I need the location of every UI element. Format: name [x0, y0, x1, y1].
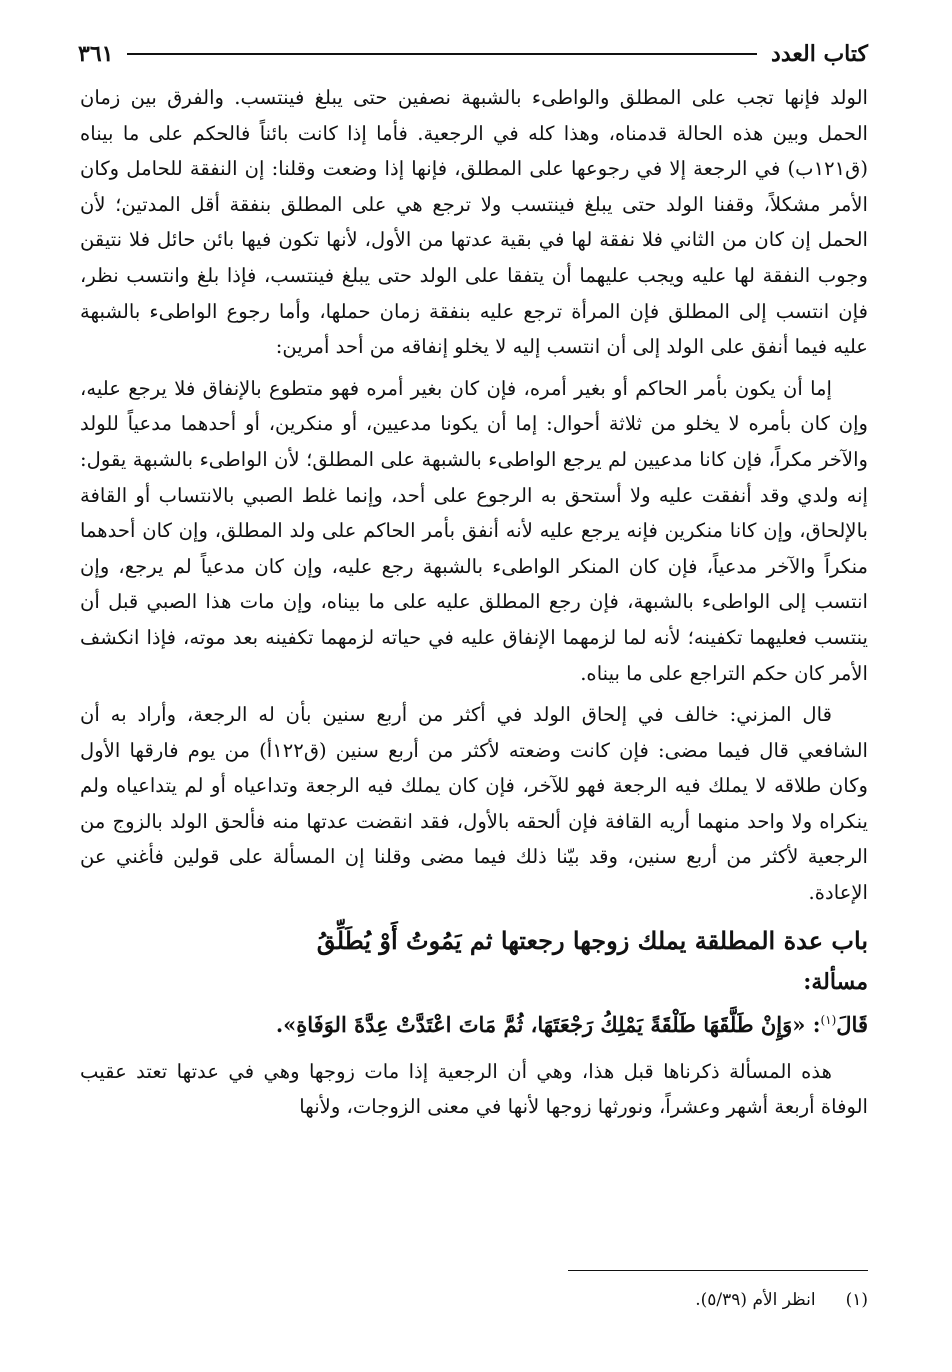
chapter-heading: باب عدة المطلقة يملك زوجها رجعتها ثم يَمُوتُ أَوْ يُطَلِّقُ: [316, 925, 868, 955]
running-title: كتاب العدد: [771, 41, 868, 67]
paragraph-4: هذه المسألة ذكرناها قبل هذا، وهي أن الرجعية إذا مات زوجها وهي في عدتها تعتد عقيب الوفاة أربعة أشهر وعشراً، ونورثها زوجها لأنها في معنى الزوجات، ولأنها: [80, 1059, 868, 1119]
quoted-text: [80, 1001, 868, 1044]
paragraph-3: قال المزني: خالف في إلحاق الولد في أكثر من أربع سنين بأن له الرجعة، وأراد به أن الشافعي قال فيما مضى: فإن كانت وضعته لأكثر من أربع سنين (ق١٢٢أ) من يوم فارقها الأول وكان طلاقه لا يملك فيه الرجعة فهو للآخر، فإن كان يملك فيه الرجعة وتداعياه أو لم يتداعياه ولم ينكراه ولا واحد منهما أريه القافة فإن ألحقه بالأول، فقد انقضت عدتها منه فألحق الولد بالزوج من الرجعية لأكثر من أربع سنين، وقد بيّنا ذلك فيما مضى وقلنا إن المسألة على قولين فأغني عن الإعادة.: [80, 703, 868, 905]
page-number: ٣٦١: [78, 41, 114, 67]
paragraph-2: إما أن يكون بأمر الحاكم أو بغير أمره، فإن كان بغير أمره فهو متطوع بالإنفاق فلا يرجع عليه، وإن كان بأمره لا يخلو من ثلاثة أحوال: إما أن يكونا مدعيين، أو منكرين، أو أحدهما مدعياً للولد والآخر مكراً، فإن كانا مدعيين لم يرجع الواطىء بالشبهة على المطلق؛ لأن الواطىء بالشبهة يقول: إنه ولدي وقد أنفقت عليه ولا أستحق به الرجوع على أحد، وإنما غلط الصبي بالانتساب أو القافة بالإلحاق، وإن كانا منكرين فإنه يرجع عليه لأنه أنفق بأمر الحاكم على ولد المطلق، وإن كان أحدهما منكراً والآخر مدعياً، فإن كان المنكر الواطىء بالشبهة رجع عليه، وإن كان مدعياً لم يرجع، وإن انتسب إلى الواطىء بالشبهة، فإن رجع المطلق عليه على ما بيناه، وإن مات هذا الصبي قبل أن ينتسب فعليهما تكفينه؛ لأنه لما لزمهما الإنفاق عليه في حياته لزمهما تكفينه بعد موته، فإذا انكشف الأمر كان حكم التراجع على ما بيناه.: [80, 376, 868, 685]
quote-prefix: قَالَ: [836, 1011, 868, 1037]
header-rule: [127, 53, 757, 55]
issue-heading: مسألة:: [803, 968, 868, 995]
main-text: [80, 80, 868, 1131]
page-header: [78, 34, 868, 74]
footnote-number: (١): [845, 1290, 868, 1310]
footnote-marker: (١): [820, 1012, 837, 1027]
footnote-text: انظر الأم (٥/٣٩).: [695, 1290, 816, 1310]
paragraph-1: الولد فإنها تجب على المطلق والواطىء بالشبهة نصفين حتى يبلغ فينتسب. والفرق بين زمان الحمل وبين هذه الحالة قدمناه، وهذا كله في الرجعية. فأما إذا كانت بائناً فالحكم على ما بيناه (ق١٢١ب) في الرجعة إلا في رجوعها على المطلق، فإنها إذا وضعت وقلنا: إن النفقة للحامل وكان الأمر مشكلاً، وقفنا الولد حتى يبلغ فينتسب ولا ترجع هي على المطلق بنفقة أقل المدتين؛ لأن الحمل إن كان من الثاني فلا نفقة لها في بقية عدتها من الأول، لأنها تكون فيها بائن حائل فلا نتيقن وجوب النفقة لها عليه ويجب عليهما أن يتفقا على الولد حتى يبلغ فينتسب، فإذا بلغ وانتسب نظر، فإن انتسب إلى المطلق فإن المرأة ترجع عليه بنفقة زمان حملها، وأما رجوع الواطىء بالشبهة عليه فيما أنفق على الولد إلى أن انتسب إليه لا يخلو إنفاقه من أحد أمرين:: [80, 86, 868, 359]
footnote: [80, 1286, 868, 1314]
footnote-divider: [568, 1270, 868, 1271]
quote-body: : «وَإِنْ طَلَّقَهَا طَلْقَةً يَمْلِكُ رَجْعَتَهَا، ثُمَّ مَاتَ اعْتَدَّتْ عِدَّةَ الوَفَاةِ».: [275, 1011, 821, 1037]
